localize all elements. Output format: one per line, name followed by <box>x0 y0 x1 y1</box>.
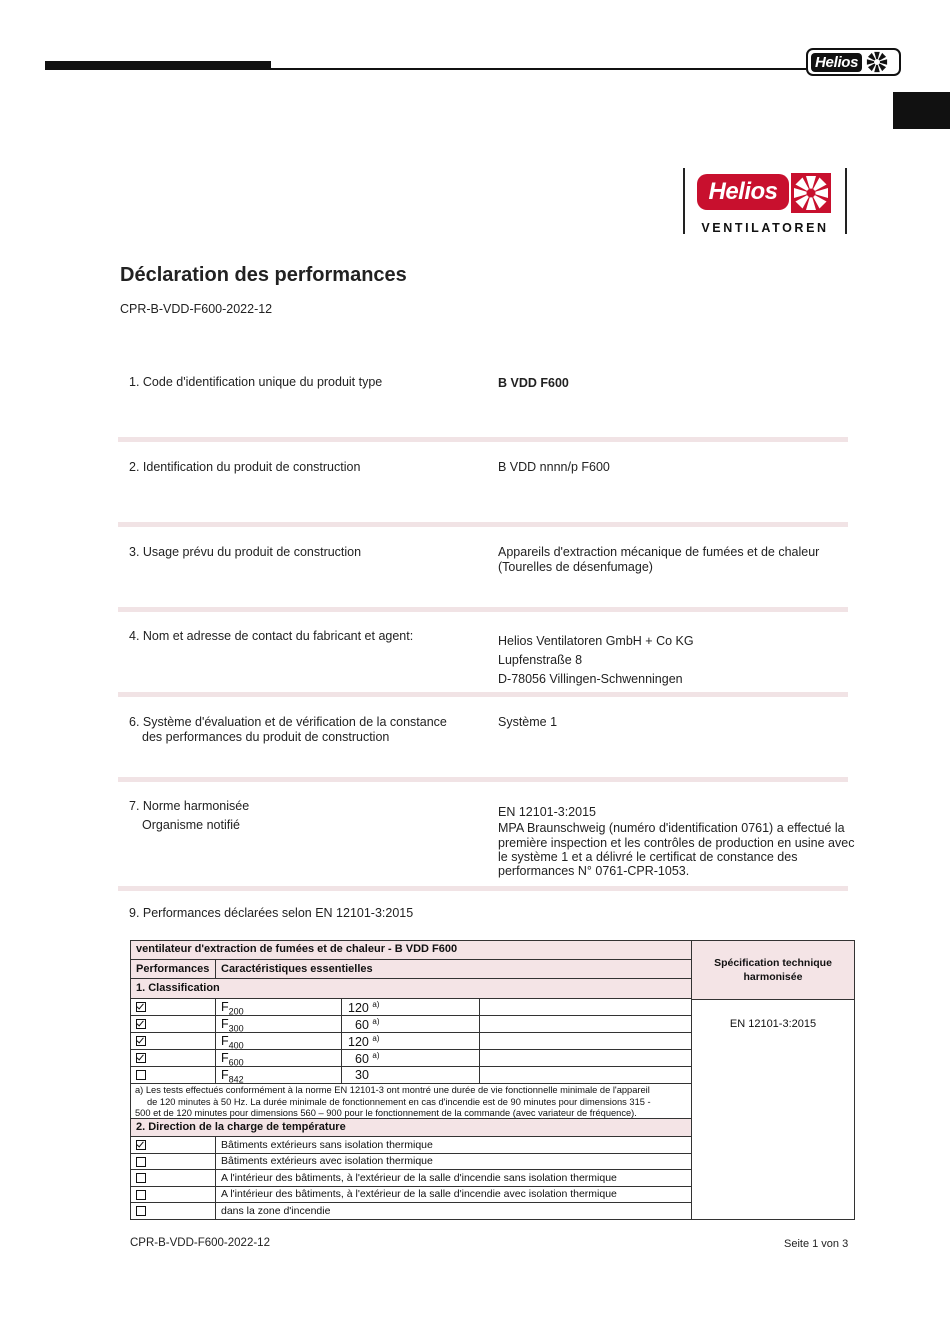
section-divider <box>118 886 848 891</box>
classification-footnote: a) Les tests effectués conformément à la norme EN 12101-3 ont montré une durée de vie fonctionnelle minimale de l'appareil de 120 minutes à 50 Hz. La durée minimale de fonctionnement en cas d'incendie est de 90 minutes pour dimensions 315 - 500 et de 120 minutes pour dimensions 560 – 900 pour le fonctionnement de la commande (avec variateur de fréquence). <box>131 1084 691 1119</box>
section-4-value-line-2: Lupfenstraße 8 <box>498 653 583 667</box>
class-value: 120 $^{a)}$ <box>342 999 480 1015</box>
section-6-label-line-2: des performances du produit de construction <box>142 730 390 744</box>
unchecked-box-icon <box>136 1206 146 1216</box>
class-checkbox-cell <box>131 1016 216 1032</box>
class-symbol: $F_{200}$ <box>216 999 342 1015</box>
side-tab-marker <box>893 92 950 129</box>
direction-checkbox-cell <box>131 1154 216 1169</box>
section-4-value-line-3: D-78056 Villingen-Schwenningen <box>498 672 683 686</box>
table-row <box>131 1187 691 1203</box>
header-helios-logo <box>806 48 901 76</box>
table-row <box>131 1137 691 1154</box>
section-7-value-line-4: le système 1 et a délivré le certificat de constance des <box>498 850 798 864</box>
footer-reference: CPR-B-VDD-F600-2022-12 <box>130 1237 270 1249</box>
class-value: 120 $^{a)}$ <box>342 1033 480 1049</box>
section-7-value-line-1: EN 12101-3:2015 <box>498 805 596 819</box>
section-7-value-line-3: première inspection et les contrôles de production en usine avec <box>498 836 855 850</box>
logo-subtitle: VENTILATOREN <box>701 221 829 235</box>
section-3-label: 3. Usage prévu du produit de construction <box>129 545 362 559</box>
logo-brand-text: Helios <box>708 178 778 205</box>
header-logo-text: Helios <box>811 53 862 72</box>
section-4-value-line-1: Helios Ventilatoren GmbH + Co KG <box>498 634 694 648</box>
section-9-label: 9. Performances déclarées selon EN 12101-3:2015 <box>129 906 414 920</box>
temperature-section-header: 2. Direction de la charge de température <box>131 1119 691 1137</box>
checked-box-icon <box>136 1140 146 1150</box>
class-checkbox-cell <box>131 999 216 1015</box>
direction-checkbox-cell <box>131 1137 216 1153</box>
section-7-value-line-5: performances N° 0761-CPR-1053. <box>498 864 690 878</box>
class-checkbox-cell <box>131 1033 216 1049</box>
class-value: 30 <box>342 1067 480 1083</box>
class-checkbox-cell <box>131 1050 216 1066</box>
class-symbol: $F_{842}$ <box>216 1067 342 1083</box>
section-4-label: 4. Nom et adresse de contact du fabricant et agent: <box>129 629 414 643</box>
logo-rule-left <box>683 168 685 234</box>
fan-icon <box>866 51 888 73</box>
class-value: 60 $^{a)}$ <box>342 1016 480 1032</box>
unchecked-box-icon <box>136 1070 146 1080</box>
section-divider <box>118 607 848 612</box>
classification-section-header: 1. Classification <box>131 979 691 999</box>
table-row <box>131 1154 691 1170</box>
fan-icon <box>791 173 831 213</box>
checked-box-icon <box>136 1053 146 1063</box>
section-2-label: 2. Identification du produit de construction <box>129 460 361 474</box>
table-row <box>131 999 691 1016</box>
checked-box-icon <box>136 1036 146 1046</box>
section-6-value: Système 1 <box>498 715 558 729</box>
section-2-value: B VDD nnnn/p F600 <box>498 460 610 474</box>
section-7-value-line-2: MPA Braunschweig (numéro d'identification 0761) a effectué la <box>498 821 845 835</box>
section-7-label-line-1: 7. Norme harmonisée <box>129 799 250 813</box>
section-1-value: B VDD F600 <box>498 376 569 390</box>
direction-text: A l'intérieur des bâtiments, à l'extérieur de la salle d'incendie avec isolation thermique <box>221 1188 617 1200</box>
section-divider <box>118 692 848 697</box>
spec-column-header: Spécification technique harmonisée <box>691 941 854 1000</box>
table-row <box>131 1067 691 1084</box>
logo-rule-right <box>845 168 847 234</box>
section-6-label-line-1: 6. Système d'évaluation et de vérification de la constance <box>129 715 447 729</box>
brand-logo <box>683 168 847 234</box>
table-row <box>131 1170 691 1187</box>
section-divider <box>118 777 848 782</box>
document-title: Déclaration des performances <box>120 264 407 286</box>
class-value: 60 $^{a)}$ <box>342 1050 480 1066</box>
class-symbol: $F_{600}$ <box>216 1050 342 1066</box>
section-divider <box>118 437 848 442</box>
direction-checkbox-cell <box>131 1203 216 1219</box>
class-symbol: $F_{300}$ <box>216 1016 342 1032</box>
logo-red-box <box>697 174 789 210</box>
section-1-label: 1. Code d'identification unique du produit type <box>129 375 383 389</box>
direction-text: A l'intérieur des bâtiments, à l'extérieur de la salle d'incendie sans isolation thermique <box>221 1172 617 1184</box>
table-row <box>131 1050 691 1067</box>
unchecked-box-icon <box>136 1157 146 1167</box>
header-rule-thick <box>45 61 271 70</box>
table-row <box>131 1203 691 1219</box>
characteristics-column-header: Caractéristiques essentielles <box>216 960 691 979</box>
class-symbol: $F_{400}$ <box>216 1033 342 1049</box>
document-reference: CPR-B-VDD-F600-2022-12 <box>120 302 273 316</box>
section-7-label-line-2: Organisme notifié <box>142 818 240 832</box>
table-row <box>131 1016 691 1033</box>
spec-value: EN 12101-3:2015 <box>691 1000 854 1219</box>
direction-text: Bâtiments extérieurs sans isolation thermique <box>221 1139 433 1151</box>
unchecked-box-icon <box>136 1190 146 1200</box>
direction-checkbox-cell <box>131 1187 216 1202</box>
section-3-value-line-1: Appareils d'extraction mécanique de fumées et de chaleur <box>498 545 820 559</box>
class-checkbox-cell <box>131 1067 216 1083</box>
direction-checkbox-cell <box>131 1170 216 1186</box>
performances-column-header: Performances <box>131 960 216 979</box>
table-row <box>131 1033 691 1050</box>
section-3-value-line-2: (Tourelles de désenfumage) <box>498 560 653 574</box>
performance-table <box>130 940 855 1220</box>
footer-page-number: Seite 1 von 3 <box>784 1238 849 1250</box>
direction-text: Bâtiments extérieurs avec isolation thermique <box>221 1155 433 1167</box>
section-divider <box>118 522 848 527</box>
checked-box-icon <box>136 1019 146 1029</box>
unchecked-box-icon <box>136 1173 146 1183</box>
table-title: ventilateur d'extraction de fumées et de chaleur - B VDD F600 <box>131 941 691 960</box>
header-rule-thin <box>271 68 806 70</box>
direction-text: dans la zone d'incendie <box>221 1205 331 1217</box>
checked-box-icon <box>136 1002 146 1012</box>
